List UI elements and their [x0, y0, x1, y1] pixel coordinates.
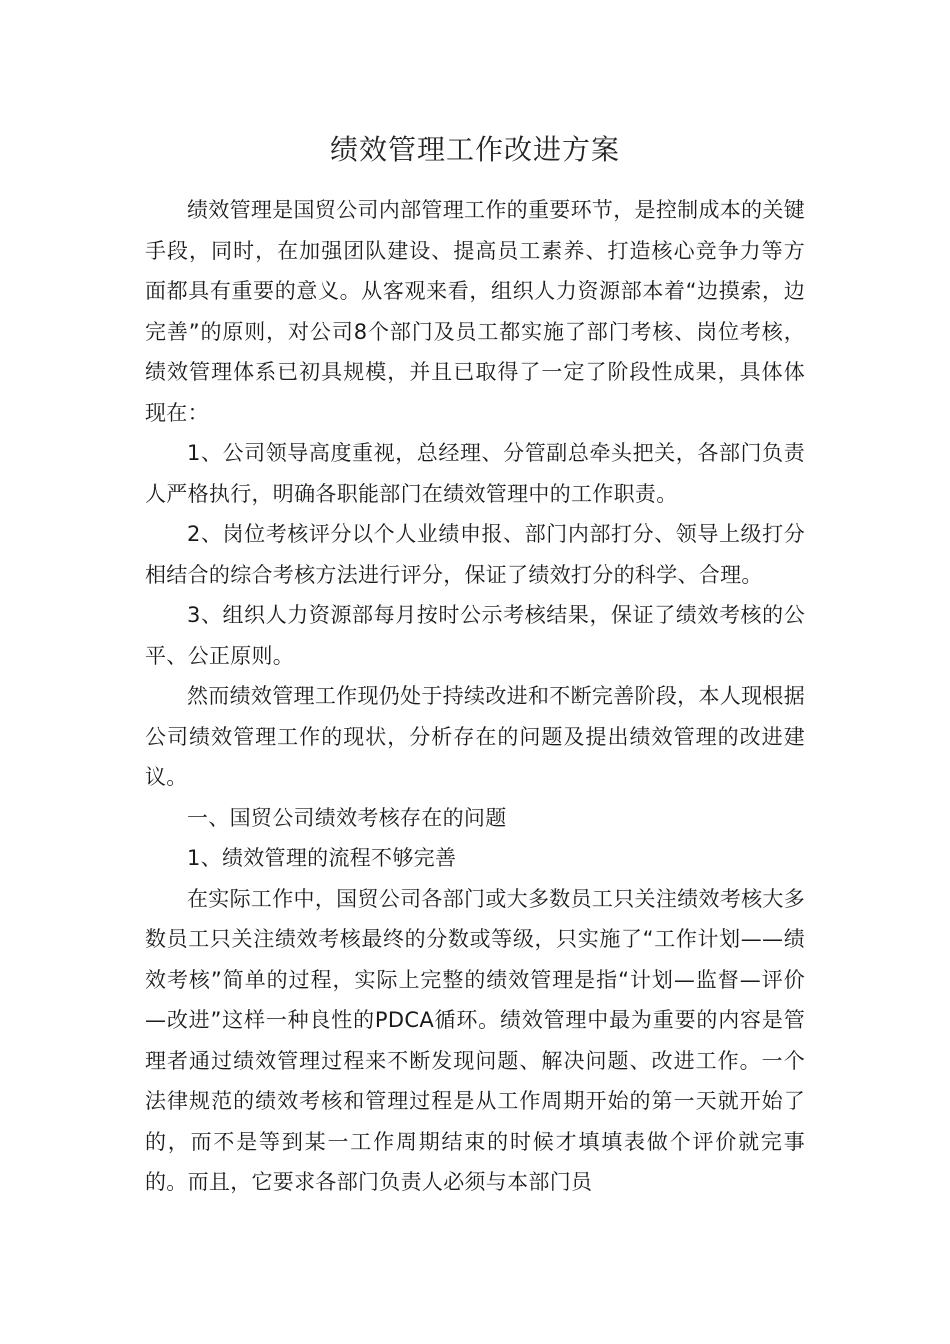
- transition-paragraph: 然而绩效管理工作现仍处于持续改进和不断完善阶段，本人现根据公司绩效管理工作的现状，分析存在的问题及提出绩效管理的改进建议。: [145, 684, 805, 789]
- intro-paragraph: 绩效管理是国贸公司内部管理工作的重要环节，是控制成本的关键手段，同时，在加强团队建设、提高员工素养、打造核心竞争力等方面都具有重要的意义。从客观来看，组织人力资源部本着“边摸索，边完善”的原则，对公司8个部门及员工都实施了部门考核、岗位考核，绩效管理体系已初具规模，并且已取得了一定了阶段性成果，具体体现在：: [145, 198, 805, 425]
- subsection-body-paragraph: 在实际工作中，国贸公司各部门或大多数员工只关注绩效考核大多数员工只关注绩效考核最终的分数或等级，只实施了“工作计划——绩效考核”简单的过程，实际上完整的绩效管理是指“计划—监督—评价—改进”这样一种良性的PDCA循环。绩效管理中最为重要的内容是管理者通过绩效管理过程来不断发现问题、解决问题、改进工作。一个法律规范的绩效考核和管理过程是从工作周期开始的第一天就开始了的，而不是等到某一工作周期结束的时候才填填表做个评价就完事的。而且，它要求各部门负责人必须与本部门员: [145, 886, 805, 1194]
- achievement-item-3: 3、组织人力资源部每月按时公示考核结果，保证了绩效考核的公平、公正原则。: [145, 603, 805, 668]
- subsection-heading-1: 1、绩效管理的流程不够完善: [187, 846, 457, 870]
- section-heading-1: 一、国贸公司绩效考核存在的问题: [187, 805, 507, 830]
- achievement-item-1: 1、公司领导高度重视，总经理、分管副总牵头把关，各部门负责人严格执行，明确各职能部门在绩效管理中的工作职责。: [145, 441, 805, 506]
- document-title: 绩效管理工作改进方案: [329, 133, 620, 166]
- achievement-item-2: 2、岗位考核评分以个人业绩申报、部门内部打分、领导上级打分相结合的综合考核方法进行评分，保证了绩效打分的科学、合理。: [145, 522, 805, 587]
- document-body: [145, 190, 805, 1203]
